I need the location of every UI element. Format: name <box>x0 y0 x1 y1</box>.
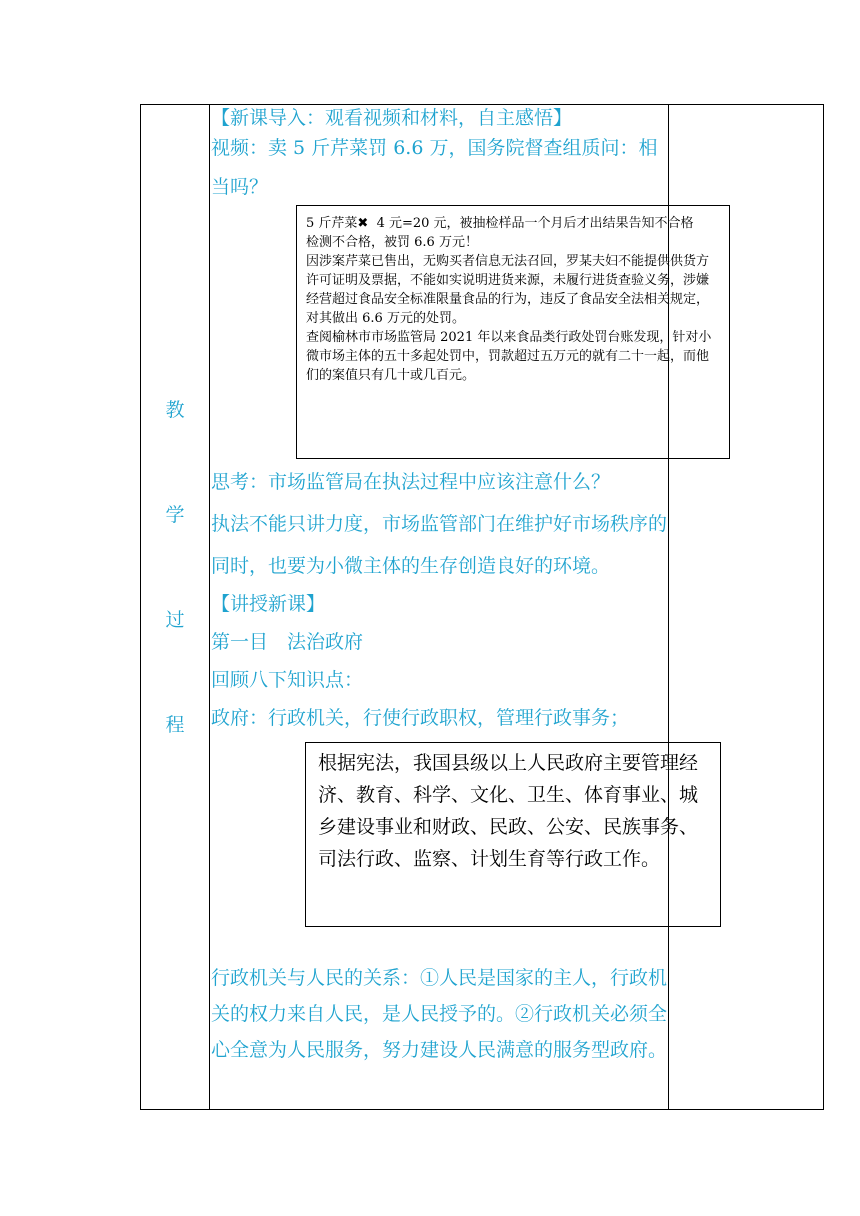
material-line-1 <box>306 214 721 233</box>
government-definition: 政府：行政机关，行使行政职权，管理行政事务； <box>211 707 630 729</box>
column-divider <box>209 105 210 1109</box>
material-line-3: 因涉案芹菜已售出，无购买者信息无法召回，罗某夫妇不能提供供货方许可证明及票据，不能如实说明进货来源，未履行进货查验义务，涉嫌经营超过食品安全标准限量食品的行为，违反了食品安全法相关规定，对其做出 6.6 万元的处罚。 <box>306 254 710 326</box>
lesson-table <box>140 104 824 1110</box>
video-line: 视频：卖 5 斤芹菜罚 6.6 万，国务院督查组质问：相当吗？ <box>211 137 658 198</box>
constitution-box: 根据宪法，我国县级以上人民政府主要管理经济、教育、科学、文化、卫生、体育事业、城乡建设事业和财政、民政、公安、民族事务、司法行政、监察、计划生育等行政工作。 <box>305 742 721 927</box>
review-line: 回顾八下知识点： <box>211 669 364 691</box>
section-new-heading: 【讲授新课】 <box>211 593 326 615</box>
material-line-2: 检测不合格，被罚 6.6 万元！ <box>306 235 478 250</box>
relation-text: 行政机关与人民的关系：①人民是国家的主人，行政机关的权力来自人民，是人民授予的。②行政机关必须全心全意为人民服务，努力建设人民满意的服务型政府。 <box>211 967 668 1061</box>
material-line-4: 查阅榆林市市场监管局 2021 年以来食品类行政处罚台账发现，针对小微市场主体的五十多起处罚中，罚款超过五万元的就有二十一起，而他们的案值只有几十或几百元。 <box>306 330 712 383</box>
side-label-char: 程 <box>165 714 185 736</box>
side-label-char: 教 <box>165 399 185 421</box>
side-label-char: 学 <box>165 504 185 526</box>
heading-law-government: 第一目 法治政府 <box>211 631 364 653</box>
material-box <box>296 205 730 459</box>
material-line-1-a: 5 斤芹菜 <box>306 216 358 231</box>
section-intro-heading: 【新课导入：观看视频和材料，自主感悟】 <box>211 107 573 129</box>
multiply-icon: ✖ <box>357 216 369 231</box>
think-answer: 执法不能只讲力度，市场监管部门在维护好市场秩序的同时，也要为小微主体的生存创造良好的环境。 <box>211 513 668 577</box>
think-question: 思考：市场监管局在执法过程中应该注意什么？ <box>211 471 611 493</box>
side-label-char: 过 <box>165 609 185 631</box>
material-line-1-b: 4 元=20 元，被抽检样品一个月后才出结果告知不合格 <box>368 216 694 231</box>
